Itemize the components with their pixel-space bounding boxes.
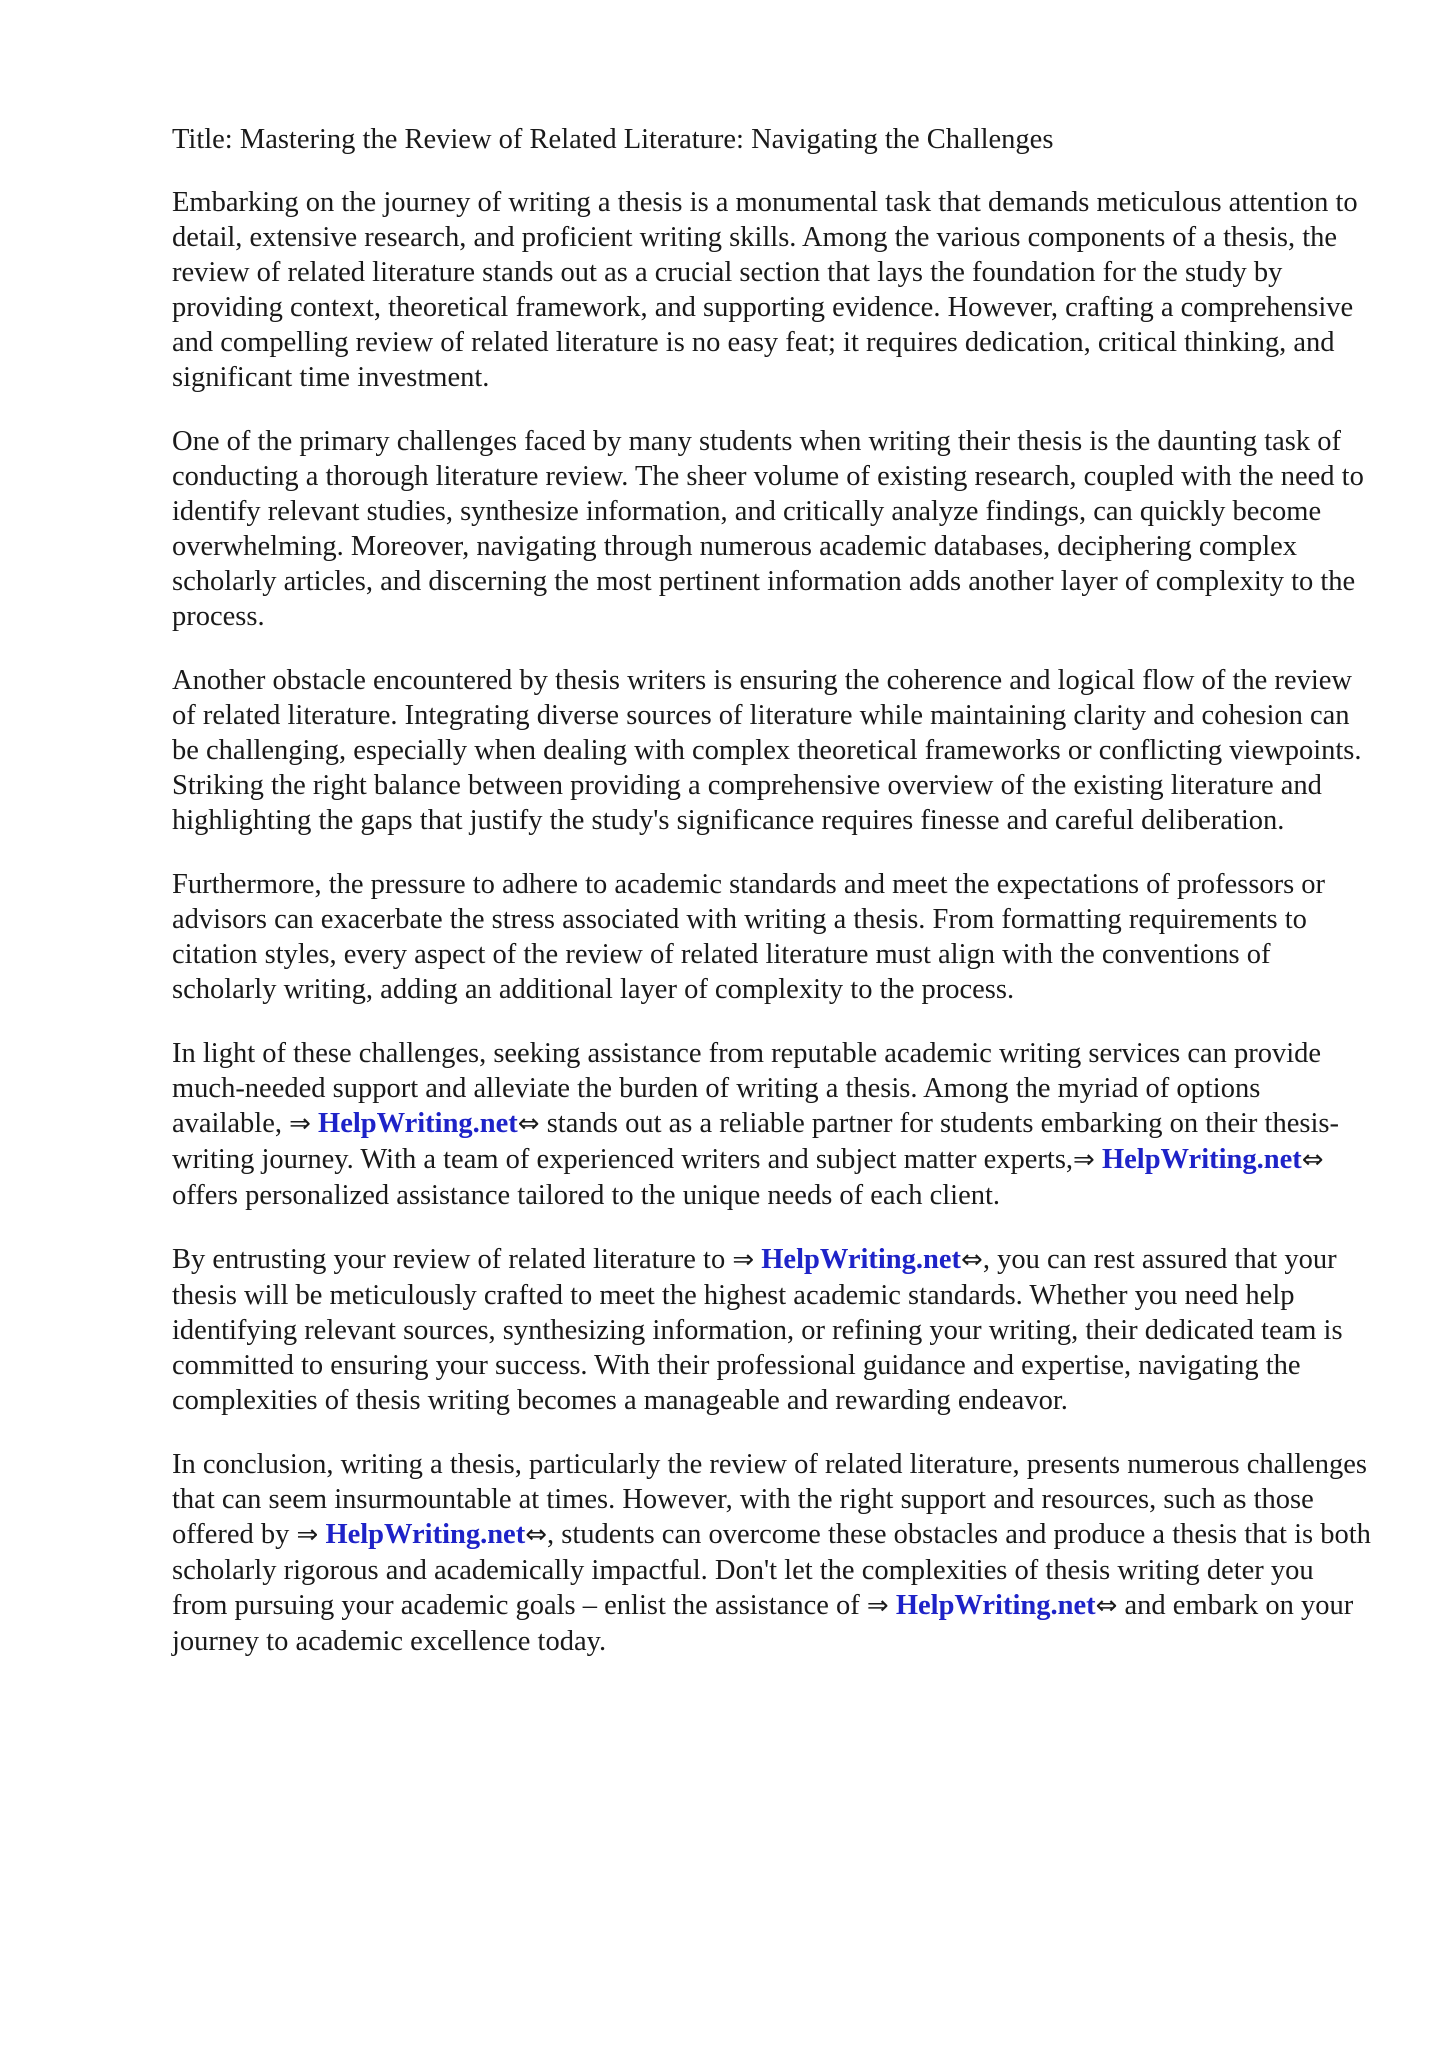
paragraph-text: offers personalized assistance tailored to the unique needs of each client. (172, 1180, 1001, 1211)
paragraph-text: In light of these challenges, seeking assistance from reputable academic writing services can provide much-needed support and alleviate the burden of writing a thesis. Among the myriad of options available, (172, 1038, 1322, 1139)
arrow-both-icon: ⇔ (961, 1245, 983, 1275)
arrow-right-icon: ⇒ (1073, 1145, 1095, 1175)
paragraph-standards: Furthermore, the pressure to adhere to academic standards and meet the expectations of professors or advisors can exacerbate the stress associated with writing a thesis. From formatting requirements to citation styles, every aspect of the review of related literature must align with the conventions of scholarly writing, adding an additional layer of complexity to the process. (172, 869, 1326, 1005)
paragraph-challenges: One of the primary challenges faced by many students when writing their thesis is the daunting task of conducting a thorough literature review. The sheer volume of existing research, coupled with the need to identify relevant studies, synthesize information, and critically analyze findings, can quickly become overwhelming. Moreover, navigating through numerous academic databases, deciphering complex scholarly articles, and discerning the most pertinent information adds another layer of complexity to the process. (172, 426, 1364, 632)
paragraph-entrusting (172, 1242, 1372, 1418)
document-page (172, 122, 1372, 1688)
paragraph-text: In conclusion, writing a thesis, particularly the review of related literature, presents numerous challenges that can seem insurmountable at times. However, with the right support and resources, such as those offered by (172, 1449, 1368, 1550)
helpwriting-link[interactable]: HelpWriting.net (761, 1244, 962, 1275)
arrow-right-icon: ⇒ (732, 1245, 755, 1275)
document-title: Title: Mastering the Review of Related Literature: Navigating the Challenges (172, 124, 1054, 155)
helpwriting-link[interactable]: HelpWriting.net (895, 1590, 1096, 1621)
helpwriting-link[interactable]: HelpWriting.net (318, 1108, 518, 1139)
helpwriting-link[interactable]: HelpWriting.net (1101, 1144, 1302, 1175)
paragraph-intro: Embarking on the journey of writing a thesis is a monumental task that demands meticulous attention to detail, extensive research, and proficient writing skills. Among the various components of a thesis, the review of related literature stands out as a crucial section that lays the foundation for the study by providing context, theoretical framework, and supporting evidence. However, crafting a comprehensive and compelling review of related literature is no easy feat; it requires dedication, critical thinking, and significant time investment. (172, 187, 1358, 393)
paragraph-text: stands out as a reliable partner for students embarking on their thesis-writing journey. With a team of experienced writers and subject matter experts, (172, 1108, 1339, 1175)
arrow-both-icon: ⇔ (1095, 1591, 1118, 1621)
paragraph-obstacles: Another obstacle encountered by thesis writers is ensuring the coherence and logical flow of the review of related literature. Integrating diverse sources of literature while maintaining clarity and cohesion can be challenging, especially when dealing with complex theoretical frameworks or conflicting viewpoints. Striking the right balance between providing a comprehensive overview of the existing literature and highlighting the gaps that justify the study's significance requires finesse and careful deliberation. (172, 665, 1362, 836)
arrow-both-icon: ⇔ (525, 1520, 547, 1550)
paragraph-text: By entrusting your review of related literature to (172, 1244, 733, 1275)
arrow-both-icon: ⇔ (517, 1109, 540, 1139)
arrow-right-icon: ⇒ (296, 1520, 319, 1550)
arrow-both-icon: ⇔ (1301, 1145, 1324, 1175)
arrow-right-icon: ⇒ (289, 1109, 311, 1139)
paragraph-text: , you can rest assured that your thesis will be meticulously crafted to meet the highest academic standards. Whether you need help identifying relevant sources, synthesizing information, or refining your writing, their dedicated team is committed to ensuring your success. With their professional guidance and expertise, navigating the complexities of thesis writing becomes a manageable and rewarding endeavor. (172, 1244, 1343, 1416)
paragraph-text: , students can overcome these obstacles and produce a thesis that is both scholarly rigorous and academically impactful. Don't let the complexities of thesis writing deter you from pursuing your academic goals – enlist the assistance of (172, 1519, 1371, 1621)
paragraph-assistance (172, 1036, 1372, 1213)
paragraph-text: and embark on your journey to academic excellence today. (172, 1590, 1354, 1657)
arrow-right-icon: ⇒ (866, 1591, 889, 1621)
paragraph-conclusion (172, 1447, 1372, 1659)
helpwriting-link[interactable]: HelpWriting.net (325, 1519, 526, 1550)
